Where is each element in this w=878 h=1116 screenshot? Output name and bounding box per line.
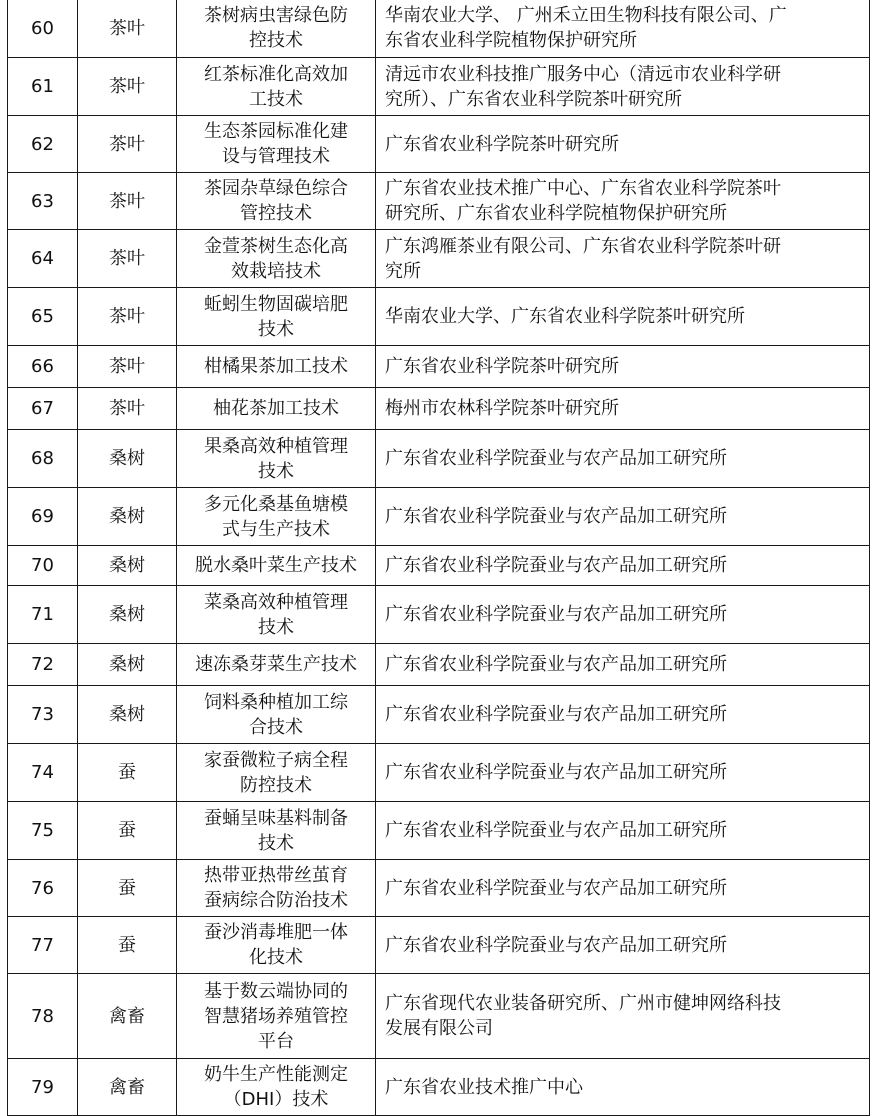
row-number-cell-text: 71 xyxy=(31,604,54,625)
row-number-cell-text: 74 xyxy=(31,762,54,783)
organization-cell xyxy=(376,546,870,586)
technology-name-cell xyxy=(177,1059,376,1116)
technology-name-cell-text: 柚花茶加工技术 xyxy=(213,398,339,419)
row-number-cell-text: 64 xyxy=(31,248,54,269)
technology-name-cell-text: 茶园杂草绿色综合 管控技术 xyxy=(204,178,348,224)
organization-cell xyxy=(376,974,870,1059)
table-row xyxy=(8,802,870,860)
technology-name-cell-text: 蚕沙消毒堆肥一体 化技术 xyxy=(204,922,348,968)
table-row xyxy=(8,58,870,116)
technology-name-cell-text: 金萱茶树生态化高 效栽培技术 xyxy=(204,235,348,282)
category-cell xyxy=(78,430,177,488)
category-cell xyxy=(78,346,177,388)
category-cell-text: 桑树 xyxy=(109,704,145,725)
category-cell-text: 桑树 xyxy=(109,654,145,675)
row-number-cell xyxy=(8,388,78,430)
organization-cell xyxy=(376,173,870,230)
technology-name-cell xyxy=(177,860,376,917)
organization-cell xyxy=(376,116,870,173)
technology-name-cell xyxy=(177,488,376,546)
row-number-cell-text: 60 xyxy=(31,17,54,39)
category-cell xyxy=(78,686,177,744)
organization-cell xyxy=(376,860,870,917)
category-cell xyxy=(78,546,177,586)
row-number-cell-text: 75 xyxy=(31,820,54,841)
row-number-cell xyxy=(8,230,78,288)
category-cell xyxy=(78,58,177,116)
row-number-cell-text: 73 xyxy=(31,704,54,725)
table-row xyxy=(8,346,870,388)
organization-cell-text: 广东省农业科学院蚕业与农产品加工研究所 xyxy=(385,448,727,469)
table-row xyxy=(8,860,870,917)
table-row xyxy=(8,644,870,686)
organization-cell xyxy=(376,346,870,388)
category-cell xyxy=(78,802,177,860)
row-number-cell xyxy=(8,116,78,173)
organization-cell-text: 华南农业大学、广东省农业科学院茶叶研究所 xyxy=(385,306,745,327)
organization-cell-text: 广东省农业科学院蚕业与农产品加工研究所 xyxy=(385,877,727,899)
category-cell xyxy=(78,1059,177,1116)
category-cell-text: 茶叶 xyxy=(109,356,145,377)
technology-name-cell xyxy=(177,346,376,388)
organization-cell xyxy=(376,58,870,116)
row-number-cell-text: 77 xyxy=(31,934,54,956)
organization-cell xyxy=(376,644,870,686)
organization-cell-text: 广东鸿雁茶业有限公司、广东省农业科学院茶叶研 究所 xyxy=(385,235,781,282)
row-number-cell-text: 78 xyxy=(31,1005,54,1027)
row-number-cell xyxy=(8,173,78,230)
row-number-cell-text: 68 xyxy=(31,448,54,469)
technology-name-cell xyxy=(177,686,376,744)
technology-name-cell-text: 生态茶园标准化建 设与管理技术 xyxy=(204,121,348,167)
category-cell-text: 茶叶 xyxy=(109,76,145,97)
technology-name-cell-text: 饲料桑种植加工综 合技术 xyxy=(204,691,348,738)
organization-cell xyxy=(376,0,870,58)
organization-cell xyxy=(376,488,870,546)
row-number-cell-text: 66 xyxy=(31,356,54,377)
table-row xyxy=(8,230,870,288)
technology-name-cell xyxy=(177,917,376,974)
category-cell-text: 茶叶 xyxy=(109,17,145,39)
technology-name-cell-text: 蚯蚓生物固碳培肥 技术 xyxy=(204,293,348,340)
organization-cell-text: 广东省农业科学院茶叶研究所 xyxy=(385,356,619,377)
technology-name-cell-text: 基于数云端协同的 智慧猪场养殖管控 平台 xyxy=(204,980,348,1052)
table-row xyxy=(8,288,870,346)
row-number-cell xyxy=(8,488,78,546)
category-cell-text: 茶叶 xyxy=(109,190,145,212)
organization-cell xyxy=(376,1059,870,1116)
category-cell xyxy=(78,288,177,346)
organization-cell-text: 广东省农业科学院蚕业与农产品加工研究所 xyxy=(385,654,727,675)
organization-cell xyxy=(376,586,870,644)
row-number-cell xyxy=(8,430,78,488)
category-cell-text: 禽畜 xyxy=(109,1076,145,1098)
organization-cell-text: 清远市农业科技推广服务中心（清远市农业科学研 究所）、广东省农业科学院茶叶研究所 xyxy=(385,63,781,110)
organization-cell-text: 广东省农业科学院茶叶研究所 xyxy=(385,133,619,155)
organization-cell xyxy=(376,430,870,488)
category-cell-text: 桑树 xyxy=(109,555,145,576)
category-cell xyxy=(78,860,177,917)
row-number-cell xyxy=(8,802,78,860)
organization-cell xyxy=(376,388,870,430)
organization-cell-text: 广东省农业科学院蚕业与农产品加工研究所 xyxy=(385,604,727,625)
row-number-cell xyxy=(8,586,78,644)
row-number-cell xyxy=(8,546,78,586)
category-cell-text: 蚕 xyxy=(118,820,136,841)
row-number-cell-text: 67 xyxy=(31,398,54,419)
technology-name-cell xyxy=(177,802,376,860)
technology-name-cell xyxy=(177,974,376,1059)
technology-list-table xyxy=(7,0,870,1116)
table-body xyxy=(8,0,870,1116)
category-cell xyxy=(78,744,177,802)
table-row xyxy=(8,546,870,586)
row-number-cell xyxy=(8,974,78,1059)
organization-cell xyxy=(376,917,870,974)
row-number-cell-text: 72 xyxy=(31,654,54,675)
row-number-cell-text: 62 xyxy=(31,133,54,155)
organization-cell-text: 广东省农业科学院蚕业与农产品加工研究所 xyxy=(385,704,727,725)
table-row xyxy=(8,686,870,744)
organization-cell-text: 广东省现代农业装备研究所、广州市健坤网络科技 发展有限公司 xyxy=(385,993,781,1039)
technology-name-cell xyxy=(177,586,376,644)
category-cell-text: 蚕 xyxy=(118,934,136,956)
row-number-cell-text: 76 xyxy=(31,877,54,899)
table-row xyxy=(8,488,870,546)
organization-cell xyxy=(376,686,870,744)
category-cell xyxy=(78,173,177,230)
category-cell xyxy=(78,917,177,974)
category-cell-text: 蚕 xyxy=(118,877,136,899)
category-cell-text: 茶叶 xyxy=(109,248,145,269)
table-row xyxy=(8,0,870,58)
technology-name-cell-text: 菜桑高效种植管理 技术 xyxy=(204,591,348,638)
category-cell-text: 茶叶 xyxy=(109,133,145,155)
category-cell xyxy=(78,116,177,173)
category-cell xyxy=(78,586,177,644)
organization-cell xyxy=(376,230,870,288)
table-row xyxy=(8,1059,870,1116)
organization-cell-text: 广东省农业科学院蚕业与农产品加工研究所 xyxy=(385,555,727,576)
category-cell xyxy=(78,0,177,58)
row-number-cell xyxy=(8,346,78,388)
category-cell xyxy=(78,488,177,546)
category-cell-text: 桑树 xyxy=(109,604,145,625)
row-number-cell xyxy=(8,288,78,346)
row-number-cell xyxy=(8,744,78,802)
organization-cell xyxy=(376,744,870,802)
category-cell xyxy=(78,230,177,288)
row-number-cell xyxy=(8,917,78,974)
category-cell-text: 蚕 xyxy=(118,762,136,783)
row-number-cell-text: 63 xyxy=(31,190,54,212)
row-number-cell xyxy=(8,686,78,744)
technology-name-cell-text: 速冻桑芽菜生产技术 xyxy=(195,654,357,675)
organization-cell-text: 广东省农业技术推广中心、广东省农业科学院茶叶 研究所、广东省农业科学院植物保护研究所 xyxy=(385,178,781,224)
table-row xyxy=(8,116,870,173)
technology-name-cell-text: 脱水桑叶菜生产技术 xyxy=(195,555,357,576)
technology-name-cell xyxy=(177,430,376,488)
technology-name-cell xyxy=(177,644,376,686)
technology-name-cell xyxy=(177,546,376,586)
organization-cell-text: 广东省农业科学院蚕业与农产品加工研究所 xyxy=(385,934,727,956)
table-row xyxy=(8,173,870,230)
row-number-cell-text: 70 xyxy=(31,555,54,576)
table-row xyxy=(8,744,870,802)
technology-name-cell xyxy=(177,0,376,58)
row-number-cell-text: 65 xyxy=(31,306,54,327)
category-cell-text: 桑树 xyxy=(109,448,145,469)
organization-cell-text: 梅州市农林科学院茶叶研究所 xyxy=(385,398,619,419)
category-cell xyxy=(78,974,177,1059)
organization-cell-text: 广东省农业技术推广中心 xyxy=(385,1076,583,1098)
row-number-cell xyxy=(8,644,78,686)
row-number-cell xyxy=(8,860,78,917)
row-number-cell xyxy=(8,0,78,58)
category-cell xyxy=(78,388,177,430)
row-number-cell-text: 69 xyxy=(31,506,54,527)
row-number-cell xyxy=(8,58,78,116)
category-cell-text: 茶叶 xyxy=(109,398,145,419)
organization-cell-text: 广东省农业科学院蚕业与农产品加工研究所 xyxy=(385,762,727,783)
table-row xyxy=(8,430,870,488)
technology-name-cell-text: 多元化桑基鱼塘模 式与生产技术 xyxy=(204,493,348,540)
row-number-cell-text: 79 xyxy=(31,1076,54,1098)
technology-name-cell-text: 红茶标准化高效加 工技术 xyxy=(204,63,348,110)
organization-cell xyxy=(376,802,870,860)
technology-name-cell xyxy=(177,744,376,802)
technology-name-cell-text: 蚕蛹呈味基料制备 技术 xyxy=(204,807,348,854)
technology-name-cell-text: 果桑高效种植管理 技术 xyxy=(204,435,348,482)
category-cell-text: 禽畜 xyxy=(109,1005,145,1027)
technology-name-cell xyxy=(177,230,376,288)
organization-cell-text: 广东省农业科学院蚕业与农产品加工研究所 xyxy=(385,506,727,527)
technology-name-cell xyxy=(177,173,376,230)
organization-cell-text: 广东省农业科学院蚕业与农产品加工研究所 xyxy=(385,820,727,841)
category-cell-text: 桑树 xyxy=(109,506,145,527)
table-row xyxy=(8,388,870,430)
technology-name-cell-text: 热带亚热带丝茧育 蚕病综合防治技术 xyxy=(204,865,348,911)
technology-name-cell xyxy=(177,116,376,173)
technology-name-cell-text: 奶牛生产性能测定 （DHI）技术 xyxy=(204,1064,348,1110)
category-cell xyxy=(78,644,177,686)
table-row xyxy=(8,917,870,974)
technology-name-cell xyxy=(177,388,376,430)
category-cell-text: 茶叶 xyxy=(109,306,145,327)
row-number-cell-text: 61 xyxy=(31,76,54,97)
table-row xyxy=(8,974,870,1059)
organization-cell xyxy=(376,288,870,346)
row-number-cell xyxy=(8,1059,78,1116)
technology-name-cell-text: 柑橘果茶加工技术 xyxy=(204,356,348,377)
technology-name-cell-text: 茶树病虫害绿色防 控技术 xyxy=(204,5,348,51)
table-row xyxy=(8,586,870,644)
technology-name-cell xyxy=(177,58,376,116)
technology-name-cell xyxy=(177,288,376,346)
technology-name-cell-text: 家蚕微粒子病全程 防控技术 xyxy=(204,749,348,796)
organization-cell-text: 华南农业大学、 广州禾立田生物科技有限公司、广 东省农业科学院植物保护研究所 xyxy=(385,5,787,51)
